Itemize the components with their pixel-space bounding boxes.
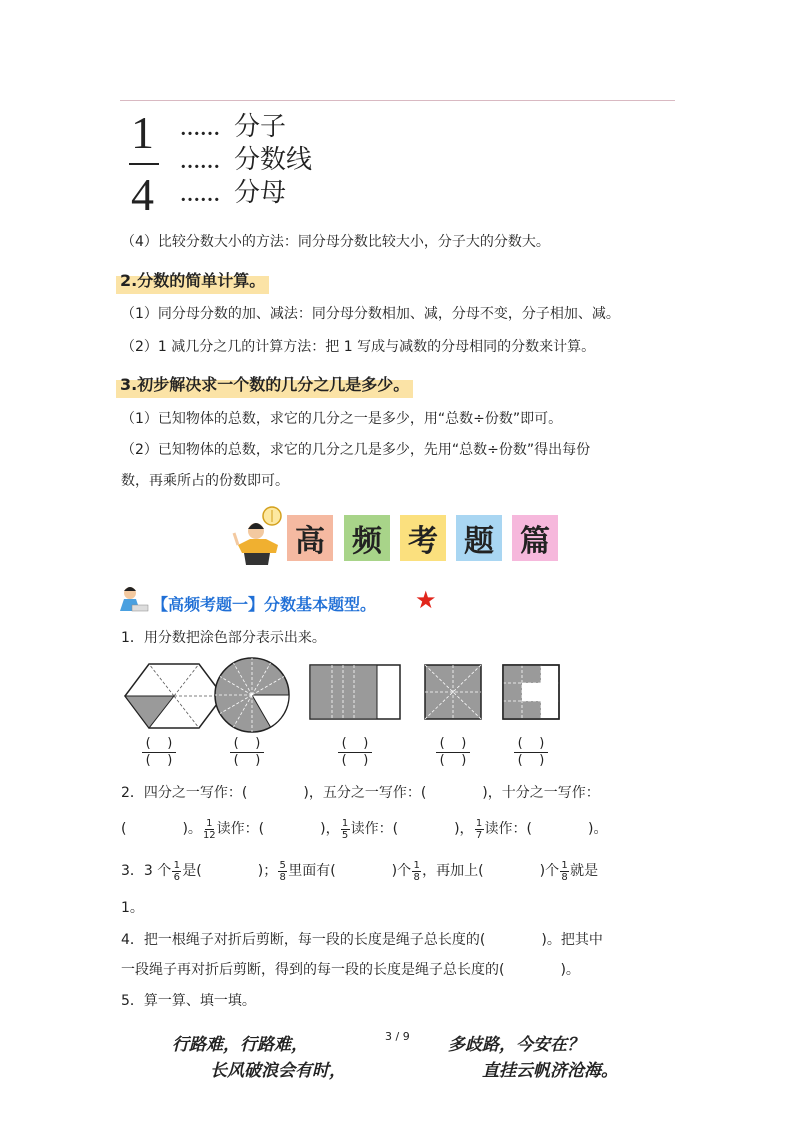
banner-tile-4: 题: [456, 515, 502, 561]
blank-open: (: [233, 753, 239, 768]
blank-close: ): [539, 736, 545, 751]
banner-tile-3: 考: [400, 515, 446, 561]
answer-blank-4[interactable]: [436, 736, 470, 769]
question-2-line2: [121, 812, 607, 846]
q3-e: 就是: [570, 863, 599, 879]
question-2-line1: 2．四分之一写作：( )，五分之一写作：( )，十分之一写作：: [121, 785, 600, 801]
q2-read-3: 读作：( )。: [484, 821, 608, 837]
question-1: 1．用分数把涂色部分表示出来。: [121, 630, 326, 646]
dots: ……: [180, 151, 220, 173]
q3-b: 是( )；: [182, 863, 278, 879]
point-4: （4）比较分数大小的方法：同分母分数比较大小，分子大的分数大。: [121, 234, 550, 250]
answer-blank-2[interactable]: [230, 736, 264, 769]
blank-open: (: [439, 753, 445, 768]
q3-c: 里面有( )个: [288, 863, 412, 879]
blank-open: (: [517, 753, 523, 768]
fraction-line: [129, 163, 159, 165]
fraction-1-8-a: $\frac{1}{8}$: [413, 859, 420, 883]
blank-open: (: [439, 736, 445, 751]
numerator-annotation: [180, 114, 286, 140]
shape-square-star: [424, 664, 482, 720]
q2-read-2: 读作：( )，: [350, 821, 474, 837]
shape-rectangle-strips: [309, 664, 401, 720]
question-4-line1: 4．把一根绳子对折后剪断，每一段的长度是绳子总长度的( )。把其中: [121, 932, 603, 948]
question-3-line2: 1。: [121, 900, 144, 916]
blank-open: (: [233, 736, 239, 751]
blank-close: ): [461, 736, 467, 751]
blank-close: ): [461, 753, 467, 768]
fraction-numerator: 1: [131, 107, 154, 158]
point-2-2: （2）1 减几分之几的计算方法：把 1 写成与减数的分母相同的分数来计算。: [121, 339, 596, 355]
shape-hexagon: [124, 663, 224, 729]
poem-line1-right: 多歧路，今安在？: [448, 1035, 584, 1055]
point-3-2-line2: 数，再乘所占的份数即可。: [121, 473, 289, 489]
line-annotation: [180, 147, 312, 173]
answer-blank-3[interactable]: [338, 736, 372, 769]
heading-2: 2.分数的简单计算。: [116, 268, 269, 294]
point-3-2-line1: （2）已知物体的总数，求它的几分之几是多少，先用“总数÷份数”得出每份: [121, 442, 591, 458]
fraction-1-7: $\frac{1}{7}$: [475, 817, 483, 841]
point-2-1: （1）同分母分数的加、减法：同分母分数相加、减，分母不变，分子相加、减。: [121, 306, 620, 322]
banner-tile-1: 高: [287, 515, 333, 561]
page-number: 3 / 9: [385, 1030, 410, 1043]
blank-close: ): [363, 753, 369, 768]
banner-tile-2: 频: [344, 515, 390, 561]
section-title: 【高频考题一】分数基本题型。: [152, 595, 377, 614]
q2-read-1: 读作：( )，: [216, 821, 340, 837]
fraction-1-8-b: $\frac{1}{8}$: [561, 859, 568, 883]
q3-a: 3．3 个: [121, 863, 172, 879]
numerator-label: 分子: [234, 112, 287, 141]
blank-open: (: [341, 736, 347, 751]
answer-blank-5[interactable]: [514, 736, 548, 769]
fraction-1-12: $\frac{1}{12}$: [202, 817, 216, 841]
shape-circle: [213, 656, 291, 734]
fraction-1-6: $\frac{1}{6}$: [173, 859, 180, 883]
fraction-denominator: 4: [131, 169, 154, 220]
point-3-1: （1）已知物体的总数，求它的几分之一是多少，用“总数÷份数”即可。: [121, 411, 563, 427]
heading-3: 3.初步解决求一个数的几分之几是多少。: [116, 372, 413, 398]
denominator-annotation: [180, 180, 286, 206]
poem-line2-left: 长风破浪会有时，: [210, 1061, 346, 1081]
blank-close: ): [539, 753, 545, 768]
poem-line2-right: 直挂云帆济沧海。: [482, 1061, 618, 1081]
banner-tile-5: 篇: [512, 515, 558, 561]
blank-close: ): [255, 736, 261, 751]
shape-square-grid: [502, 664, 560, 720]
blank-close: ): [167, 753, 173, 768]
line-label: 分数线: [234, 145, 313, 174]
denominator-label: 分母: [234, 178, 287, 207]
star-icon: ★: [415, 586, 437, 614]
blank-close: ): [255, 753, 261, 768]
thinking-person-illustration: [230, 505, 286, 567]
blank-open: (: [145, 753, 151, 768]
question-5: 5．算一算、填一填。: [121, 993, 256, 1009]
q2-open: ( )。: [121, 821, 202, 837]
dots: ……: [180, 184, 220, 206]
blank-open: (: [341, 753, 347, 768]
blank-open: (: [517, 736, 523, 751]
fraction-1-5: $\frac{1}{5}$: [341, 817, 349, 841]
poem-line1-left: 行路难，行路难，: [172, 1035, 308, 1055]
answer-blank-1[interactable]: [142, 736, 176, 769]
blank-close: ): [167, 736, 173, 751]
dots: ……: [180, 118, 220, 140]
q3-d: ，再加上( )个: [422, 863, 560, 879]
blank-open: (: [145, 736, 151, 751]
fraction-5-8: $\frac{5}{8}$: [279, 859, 286, 883]
top-rule: [120, 100, 675, 101]
blank-close: ): [363, 736, 369, 751]
student-writing-icon: [118, 585, 150, 615]
question-3-line1: [121, 854, 598, 888]
question-4-line2: 一段绳子再对折后剪断，得到的每一段的长度是绳子总长度的( )。: [121, 962, 580, 978]
